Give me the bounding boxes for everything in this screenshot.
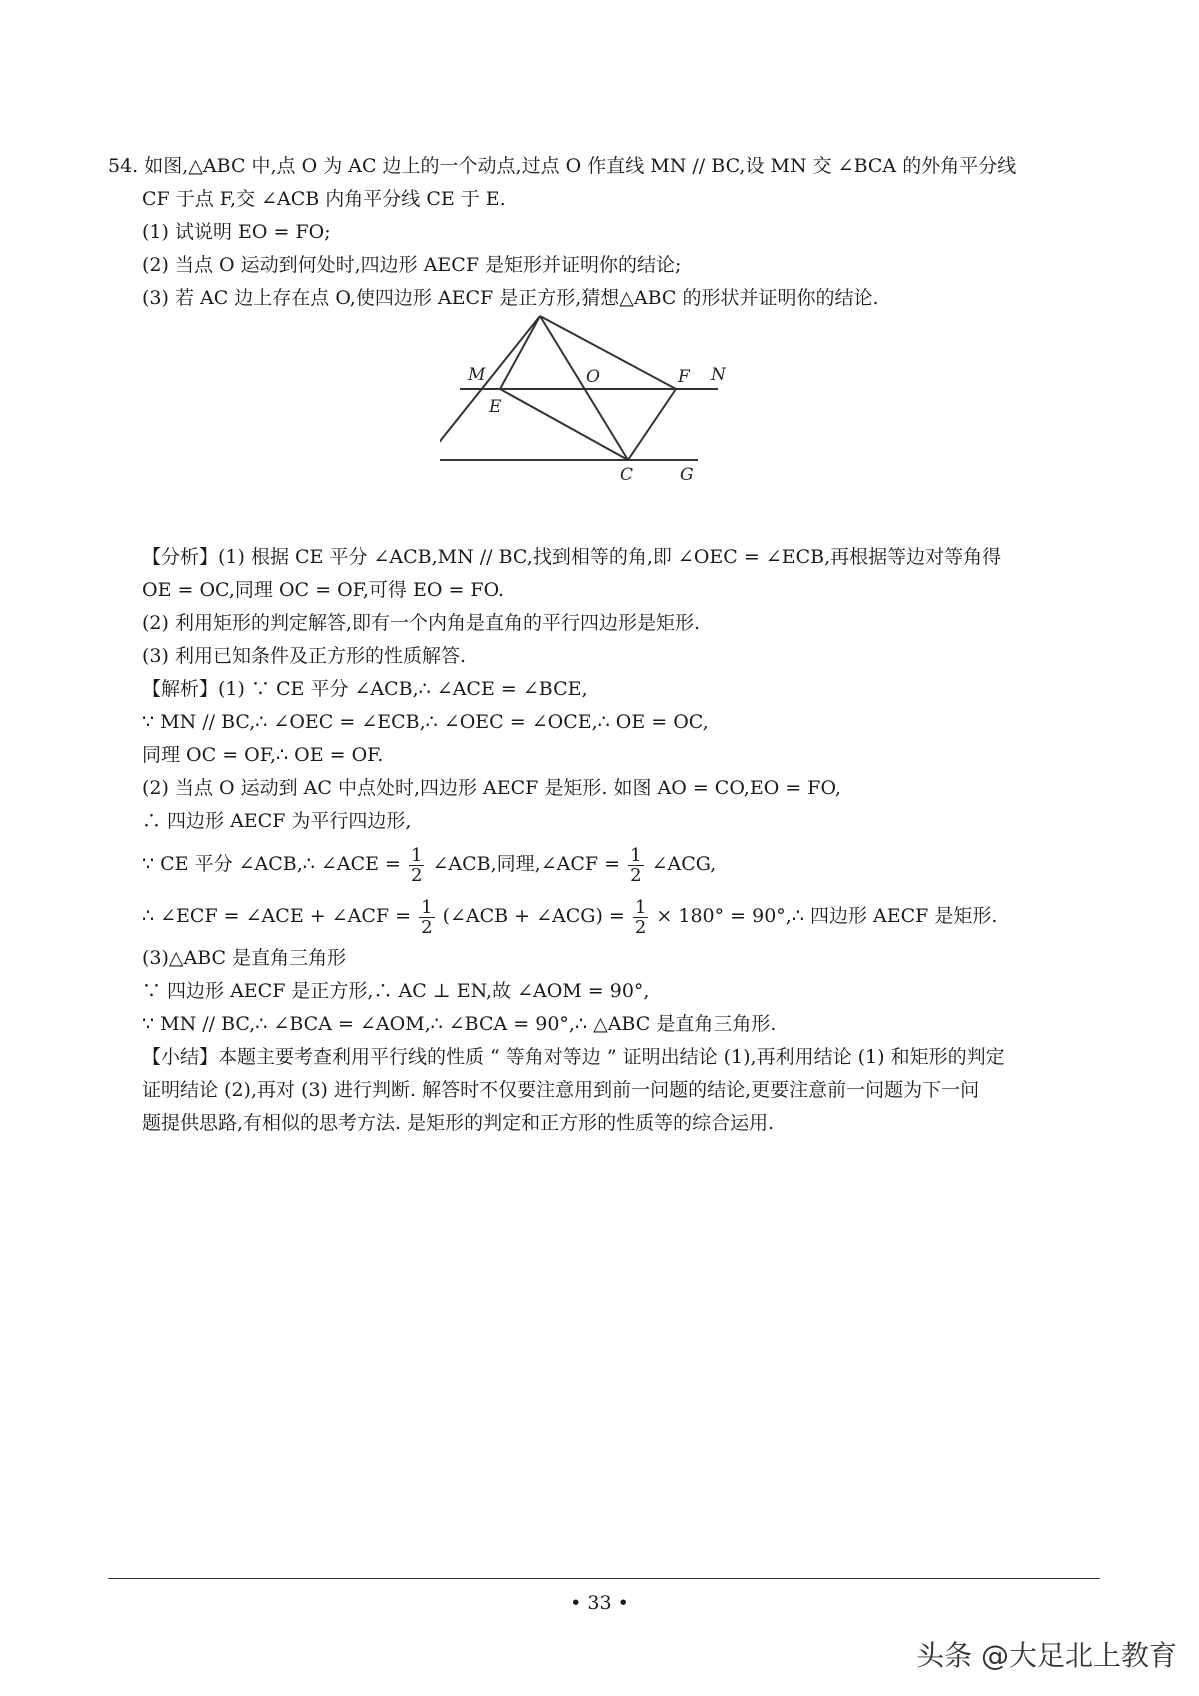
- fraction-numerator: 1: [634, 896, 647, 918]
- question-3: (3) 若 AC 边上存在点 O,使四边形 AECF 是正方形,猜想△ABC 的形状并证明你的结论.: [142, 287, 879, 309]
- segment-af: [540, 316, 676, 389]
- problem-line-2: CF 于点 F,交 ∠ACB 内角平分线 CE 于 E.: [142, 188, 506, 210]
- label-o: O: [586, 367, 600, 387]
- solution-line-9: ∵ 四边形 AECF 是正方形,∴ AC ⊥ EN,故 ∠AOM = 90°,: [142, 980, 650, 1002]
- fraction-numerator: 1: [421, 896, 433, 918]
- analysis-line-2: OE = OC,同理 OC = OF,可得 EO = FO.: [142, 579, 505, 601]
- question-1: (1) 试说明 EO = FO;: [142, 221, 331, 243]
- page-content: [108, 150, 1100, 1140]
- summary-line-2: 证明结论 (2),再对 (3) 进行判断. 解答时不仅要注意用到前一问题的结论,更要注意前一问题为下一问: [142, 1079, 980, 1101]
- solution-line-7: [108, 890, 1100, 942]
- solution-line-2: ∵ MN // BC,∴ ∠OEC = ∠ECB,∴ ∠OEC = ∠OCE,∴ OE = OC,: [142, 711, 709, 733]
- page-number: • 33 •: [570, 1592, 629, 1614]
- footer-divider: [108, 1578, 1100, 1579]
- fraction-denominator: 2: [630, 864, 642, 886]
- solution-line-5: ∴ 四边形 AECF 为平行四边形,: [142, 810, 412, 832]
- solution-line-4: (2) 当点 O 运动到 AC 中点处时,四边形 AECF 是矩形. 如图 AO = CO,EO = FO,: [142, 777, 841, 799]
- solution-line-7-b: (∠ACB + ∠ACG) =: [442, 905, 625, 927]
- solution-line-8: (3)△ABC 是直角三角形: [142, 947, 347, 969]
- watermark: 头条 @大足北上教育: [916, 1639, 1177, 1672]
- analysis-line-4: (3) 利用已知条件及正方形的性质解答.: [142, 645, 466, 667]
- segment-ec: [500, 389, 628, 460]
- geometry-figure: [440, 312, 790, 532]
- solution-line-6-c: ∠ACG,: [651, 853, 717, 875]
- fraction-denominator: 2: [421, 916, 433, 938]
- solution-line-7-c: × 180° = 90°,∴ 四边形 AECF 是矩形.: [656, 905, 998, 927]
- geometry-diagram: [440, 312, 790, 532]
- summary-line-1: 【小结】本题主要考查利用平行线的性质 “ 等角对等边 ” 证明出结论 (1),再利用结论 (1) 和矩形的判定: [142, 1046, 1005, 1068]
- solution-line-6-a: ∵ CE 平分 ∠ACB,∴ ∠ACE =: [142, 853, 401, 875]
- solution-line-7-a: ∴ ∠ECF = ∠ACE + ∠ACF =: [142, 905, 412, 927]
- fraction-half: [633, 898, 648, 937]
- label-e: E: [489, 397, 502, 417]
- fraction-numerator: 1: [410, 844, 423, 866]
- problem-line-1: 54. 如图,△ABC 中,点 O 为 AC 边上的一个动点,过点 O 作直线 MN // BC,设 MN 交 ∠BCA 的外角平分线: [108, 155, 1017, 177]
- solution-line-6-b: ∠ACB,同理,∠ACF =: [432, 853, 621, 875]
- fraction-numerator: 1: [630, 844, 642, 866]
- label-a: [531, 312, 545, 315]
- segment-ae: [500, 316, 540, 389]
- label-f: F: [678, 367, 690, 387]
- fraction-denominator: 2: [634, 916, 647, 938]
- solution-line-10: ∵ MN // BC,∴ ∠BCA = ∠AOM,∴ ∠BCA = 90°,∴ △ABC 是直角三角形.: [142, 1013, 777, 1035]
- solution-line-1: 【解析】(1) ∵ CE 平分 ∠ACB,∴ ∠ACE = ∠BCE,: [142, 678, 588, 700]
- label-m: M: [468, 365, 486, 385]
- solution-line-3: 同理 OC = OF,∴ OE = OF.: [142, 744, 384, 766]
- fraction-half: [419, 898, 434, 937]
- label-g: G: [680, 465, 694, 485]
- fraction-half: [628, 846, 643, 885]
- label-c: C: [620, 465, 634, 485]
- fraction-half: [409, 846, 424, 885]
- summary-line-3: 题提供思路,有相似的思考方法. 是矩形的判定和正方形的性质等的综合运用.: [142, 1112, 775, 1134]
- label-n: N: [711, 365, 726, 385]
- fraction-denominator: 2: [410, 864, 423, 886]
- segment-fc: [628, 389, 676, 460]
- analysis-line-3: (2) 利用矩形的判定解答,即有一个内角是直角的平行四边形是矩形.: [142, 612, 701, 634]
- analysis-line-1: 【分析】(1) 根据 CE 平分 ∠ACB,MN // BC,找到相等的角,即 ∠OEC = ∠ECB,再根据等边对等角得: [142, 546, 1002, 568]
- question-2: (2) 当点 O 运动到何处时,四边形 AECF 是矩形并证明你的结论;: [142, 254, 682, 276]
- solution-line-6: [108, 838, 1100, 890]
